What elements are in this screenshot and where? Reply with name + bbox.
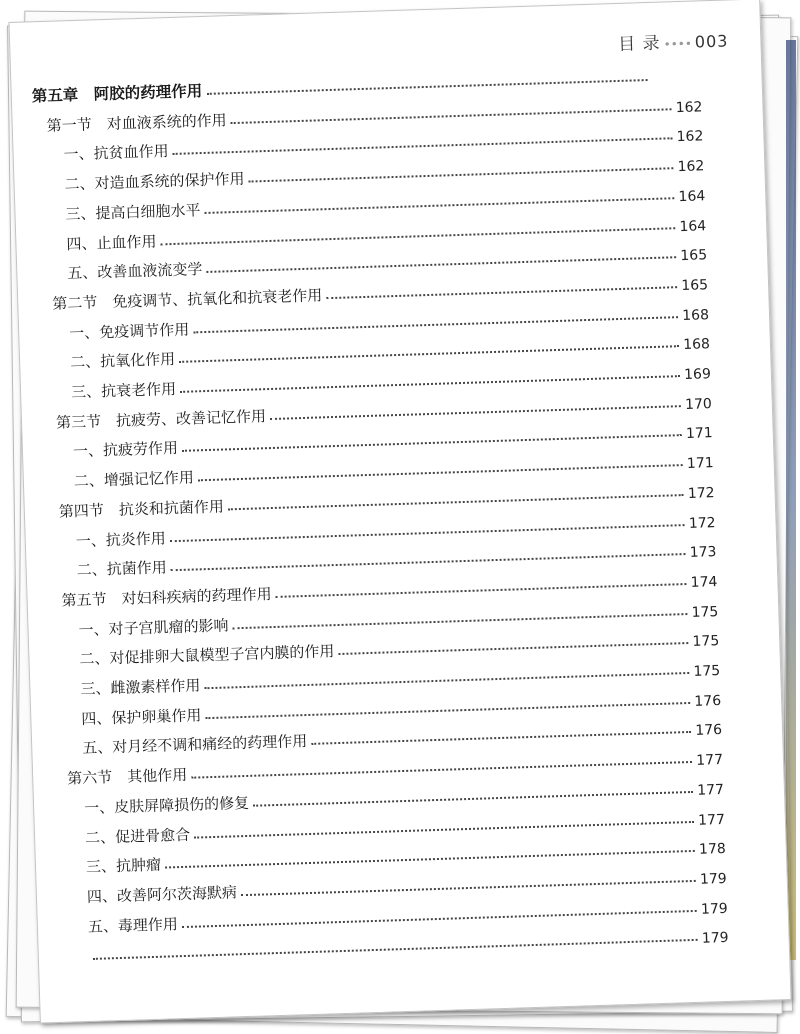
- toc-page-number: 175: [691, 603, 719, 621]
- toc-page-number: 178: [698, 841, 727, 858]
- dot-leader: [93, 939, 698, 960]
- toc-title: 四、止血作用: [66, 232, 157, 253]
- toc-page-number: 179: [699, 870, 727, 888]
- toc-page-number: 165: [680, 247, 708, 265]
- dot-leader: [193, 316, 678, 333]
- toc-page-number: 162: [675, 98, 703, 116]
- toc-page-number: 174: [690, 573, 718, 591]
- dot-leader: [233, 613, 688, 629]
- toc-page-number: 168: [682, 306, 710, 324]
- toc-title: 第五章 阿胶的药理作用: [31, 81, 203, 106]
- toc-title: 三、抗肿瘤: [85, 855, 162, 877]
- toc-title: 一、免疫调节作用: [68, 320, 190, 342]
- toc-title: 一、对子宫肌瘤的影响: [78, 616, 229, 639]
- toc-page-number: 173: [689, 544, 717, 562]
- toc-title: 第一节 对血液系统的作用: [46, 110, 227, 135]
- toc-title: 二、增强记忆作用: [73, 468, 195, 491]
- dot-leader: [253, 791, 693, 807]
- toc-page-number: 176: [695, 722, 723, 740]
- toc-page: [8, 0, 791, 1024]
- toc-page-number: 175: [693, 663, 721, 680]
- dot-leader: [205, 702, 690, 719]
- toc-title: 二、促进骨愈合: [84, 825, 191, 847]
- dot-leader: [276, 583, 687, 598]
- toc-title: 二、对促排卵大鼠模型子宫内膜的作用: [79, 642, 335, 669]
- toc-page-number: 164: [678, 188, 706, 205]
- toc-title: 五、毒理作用: [87, 914, 179, 936]
- toc-page-number: 175: [692, 633, 720, 651]
- dot-leader: [311, 731, 691, 745]
- dot-leader: [270, 405, 681, 420]
- dot-leader: [204, 672, 689, 689]
- toc-title: 四、保护卵巢作用: [81, 706, 202, 728]
- toc-title: 四、改善阿尔茨海默病: [86, 883, 238, 906]
- header-label: 目 录: [617, 33, 661, 55]
- dot-leader: [228, 494, 684, 510]
- toc-page-number: 162: [677, 158, 705, 176]
- table-of-contents: [11, 59, 761, 948]
- toc-page-number: 165: [681, 277, 709, 294]
- toc-title: 二、抗菌作用: [76, 558, 167, 580]
- toc-title: 第六节 其他作用: [66, 765, 188, 788]
- dot-leader: [249, 167, 674, 182]
- dot-leader: [338, 642, 688, 655]
- toc-title: 第五节 对妇科疾病的药理作用: [61, 584, 272, 610]
- toc-title: 一、抗疲劳作用: [72, 439, 179, 461]
- header-dots: ••••: [663, 36, 693, 52]
- toc-page-number: 177: [697, 811, 726, 829]
- toc-title: 二、抗氧化作用: [69, 350, 176, 372]
- dot-leader: [206, 79, 647, 95]
- dot-leader: [326, 286, 677, 299]
- toc-page-number: 169: [683, 366, 712, 384]
- page-header: [618, 26, 729, 54]
- book-edge: [786, 40, 796, 960]
- toc-page-number: 170: [684, 395, 713, 413]
- toc-page-number: 177: [696, 752, 724, 769]
- toc-title: 第二节 免疫调节、抗氧化和抗衰老作用: [52, 286, 323, 313]
- dot-leader: [241, 880, 696, 896]
- toc-page-number: 176: [694, 692, 722, 710]
- toc-page-number: 172: [688, 514, 716, 532]
- toc-page-number: 164: [679, 217, 707, 235]
- toc-title: 一、抗贫血作用: [63, 142, 169, 164]
- dot-leader: [198, 464, 683, 481]
- toc-title: 第三节 抗疲劳、改善记忆作用: [55, 406, 267, 432]
- header-page-number: 003: [694, 31, 729, 52]
- toc-title: 二、对造血系统的保护作用: [64, 169, 245, 194]
- dot-leader: [206, 256, 676, 273]
- toc-page-number: 177: [696, 781, 725, 799]
- toc-page-number: 171: [686, 455, 714, 473]
- toc-page-number: 172: [687, 484, 715, 502]
- toc-title: 五、对月经不调和痛经的药理作用: [82, 732, 308, 758]
- toc-title: 三、雌激素样作用: [80, 676, 201, 699]
- toc-title: 一、抗炎作用: [75, 528, 167, 550]
- toc-page-number: 179: [701, 930, 729, 948]
- toc-page-number: 179: [700, 900, 728, 918]
- toc-title: 五、改善血液流变学: [67, 260, 203, 283]
- toc-page-number: 162: [676, 128, 704, 146]
- dot-leader: [231, 108, 672, 124]
- toc-title: 第四节 抗炎和抗菌作用: [58, 497, 225, 521]
- toc-page-number: 168: [682, 336, 711, 354]
- dot-leader: [205, 197, 675, 214]
- toc-page-number: 171: [685, 425, 713, 443]
- toc-title: 三、提高白细胞水平: [65, 200, 201, 224]
- toc-title: 一、皮肤屏障损伤的修复: [83, 793, 250, 817]
- toc-title: 三、抗衰老作用: [70, 379, 177, 402]
